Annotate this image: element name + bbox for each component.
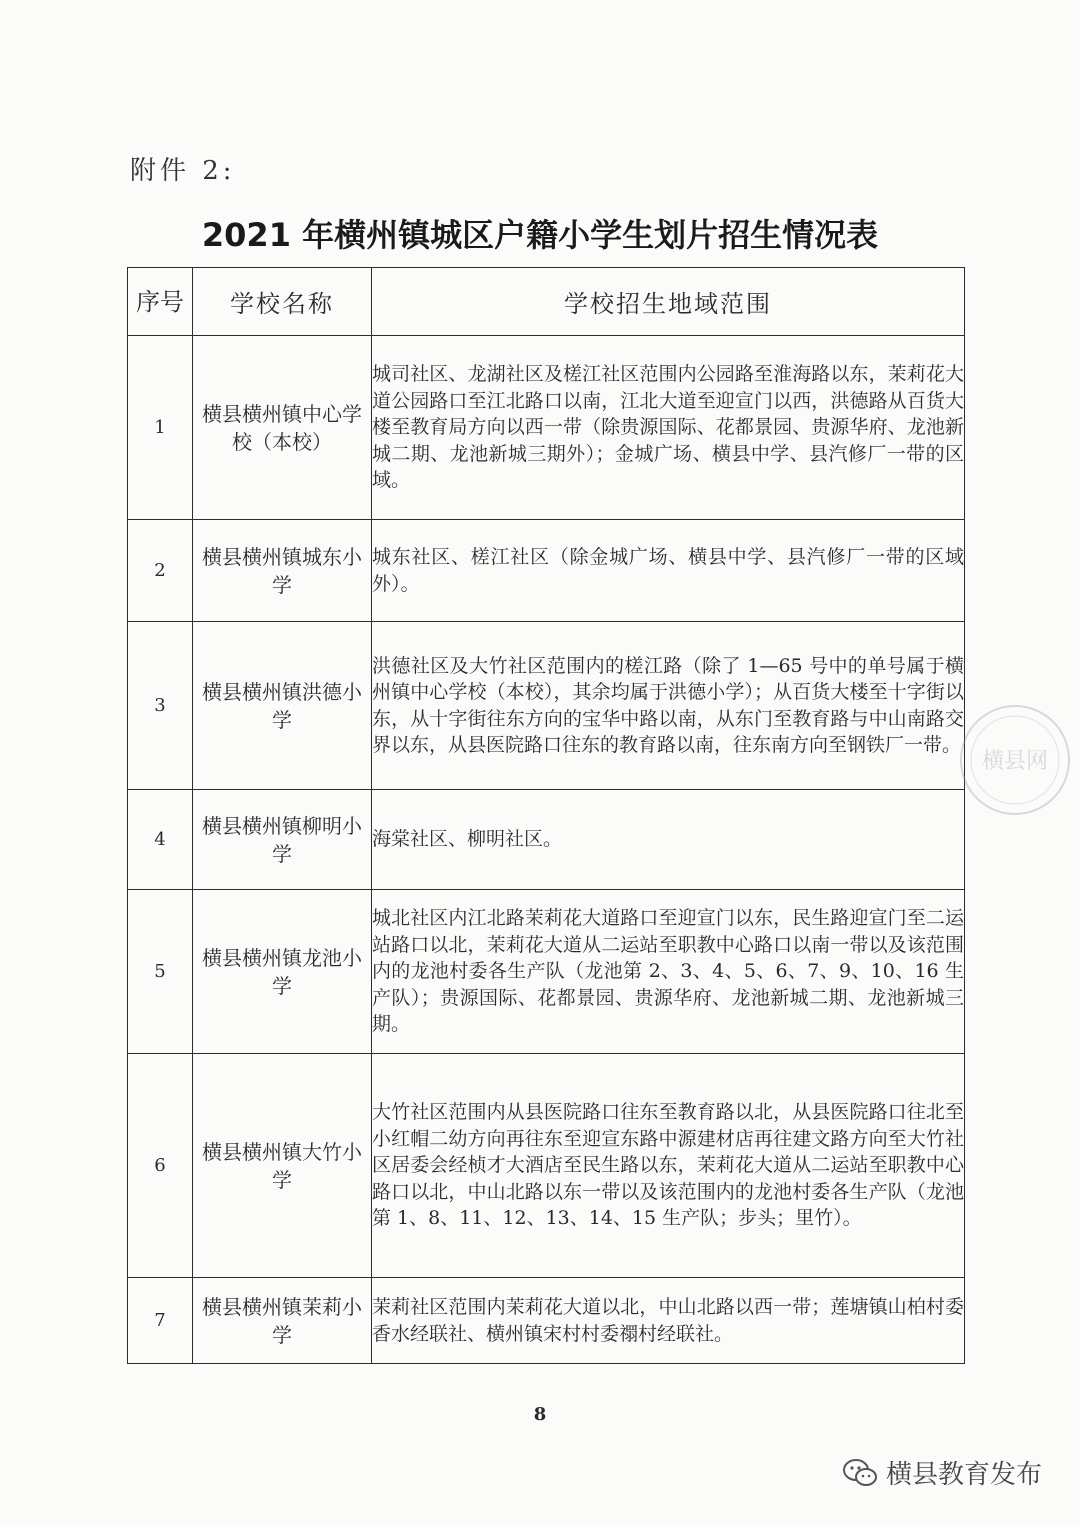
row-no: 5 (128, 890, 193, 1054)
row-school-name: 横县横州镇中心学校（本校） (193, 336, 372, 520)
wechat-account-watermark (842, 1454, 1042, 1491)
row-school-name: 横县横州镇茉莉小学 (193, 1278, 372, 1364)
table-row (128, 790, 965, 890)
header-no: 序号 (128, 268, 193, 336)
row-no: 7 (128, 1278, 193, 1364)
wechat-icon (842, 1458, 878, 1488)
row-school-name: 横县横州镇柳明小学 (193, 790, 372, 890)
row-no: 3 (128, 622, 193, 790)
row-enrollment-range: 城司社区、龙湖社区及槎江社区范围内公园路至淮海路以东，茉莉花大道公园路口至江北路口以南，江北大道至迎宣门以西，洪德路从百货大楼至教育局方向以西一带（除贵源国际、花都景园、贵源华府、龙池新城二期、龙池新城三期外）；金城广场、横县中学、县汽修厂一带的区域。 (372, 336, 965, 520)
row-enrollment-range: 城东社区、槎江社区（除金城广场、横县中学、县汽修厂一带的区域外）。 (372, 520, 965, 622)
row-school-name: 横县横州镇龙池小学 (193, 890, 372, 1054)
row-school-name: 横县横州镇洪德小学 (193, 622, 372, 790)
table-row (128, 1054, 965, 1278)
wechat-account-name: 横县教育发布 (885, 1460, 1042, 1490)
header-school-name: 学校名称 (193, 268, 372, 336)
stamp-text: 横县网 (981, 749, 1049, 774)
row-no: 1 (128, 336, 193, 520)
table-row (128, 336, 965, 520)
document-title: 2021 年横州镇城区户籍小学生划片招生情况表 (201, 216, 879, 254)
table-row (128, 1278, 965, 1364)
table-row (128, 520, 965, 622)
table-header-row (128, 268, 965, 336)
row-no: 4 (128, 790, 193, 890)
row-enrollment-range: 大竹社区范围内从县医院路口往东至教育路以北，从县医院路口往北至小红帽二幼方向再往东至迎宣东路中源建材店再往建文路方向至大竹社区居委会经桢才大酒店至民生路以东，茉莉花大道从二运站至职教中心路口以北，中山北路以东一带以及该范围内的龙池村委各生产队（龙池第 1、8、11、12、13、14、15 生产队；步头；里竹）。 (372, 1054, 965, 1278)
website-stamp-logo (955, 700, 1075, 820)
row-enrollment-range: 茉莉社区范围内茉莉花大道以北，中山北路以西一带；莲塘镇山柏村委香水经联社、横州镇宋村村委禤村经联社。 (372, 1278, 965, 1364)
header-enrollment-range: 学校招生地域范围 (372, 268, 965, 336)
enrollment-zone-table (127, 267, 965, 1364)
row-enrollment-range: 城北社区内江北路茉莉花大道路口至迎宣门以东，民生路迎宣门至二运站路口以北，茉莉花大道从二运站至职教中心路口以南一带以及该范围内的龙池村委各生产队（龙池第 2、3、4、5、6、7、9、10、16 生产队）；贵源国际、花都景园、贵源华府、龙池新城二期、龙池新城三期。 (372, 890, 965, 1054)
row-school-name: 横县横州镇城东小学 (193, 520, 372, 622)
attachment-label: 附件 2: (130, 156, 236, 186)
table-row (128, 890, 965, 1054)
row-school-name: 横县横州镇大竹小学 (193, 1054, 372, 1278)
table-row (128, 622, 965, 790)
row-no: 6 (128, 1054, 193, 1278)
page-number: 8 (533, 1404, 547, 1425)
row-enrollment-range: 海棠社区、柳明社区。 (372, 790, 965, 890)
row-no: 2 (128, 520, 193, 622)
row-enrollment-range: 洪德社区及大竹社区范围内的槎江路（除了 1—65 号中的单号属于横州镇中心学校（本校），其余均属于洪德小学）；从百货大楼至十字街以东，从十字街往东方向的宝华中路以南，从东门至教育路与中山南路交界以东，从县医院路口往东的教育路以南，往东南方向至钢铁厂一带。 (372, 622, 965, 790)
